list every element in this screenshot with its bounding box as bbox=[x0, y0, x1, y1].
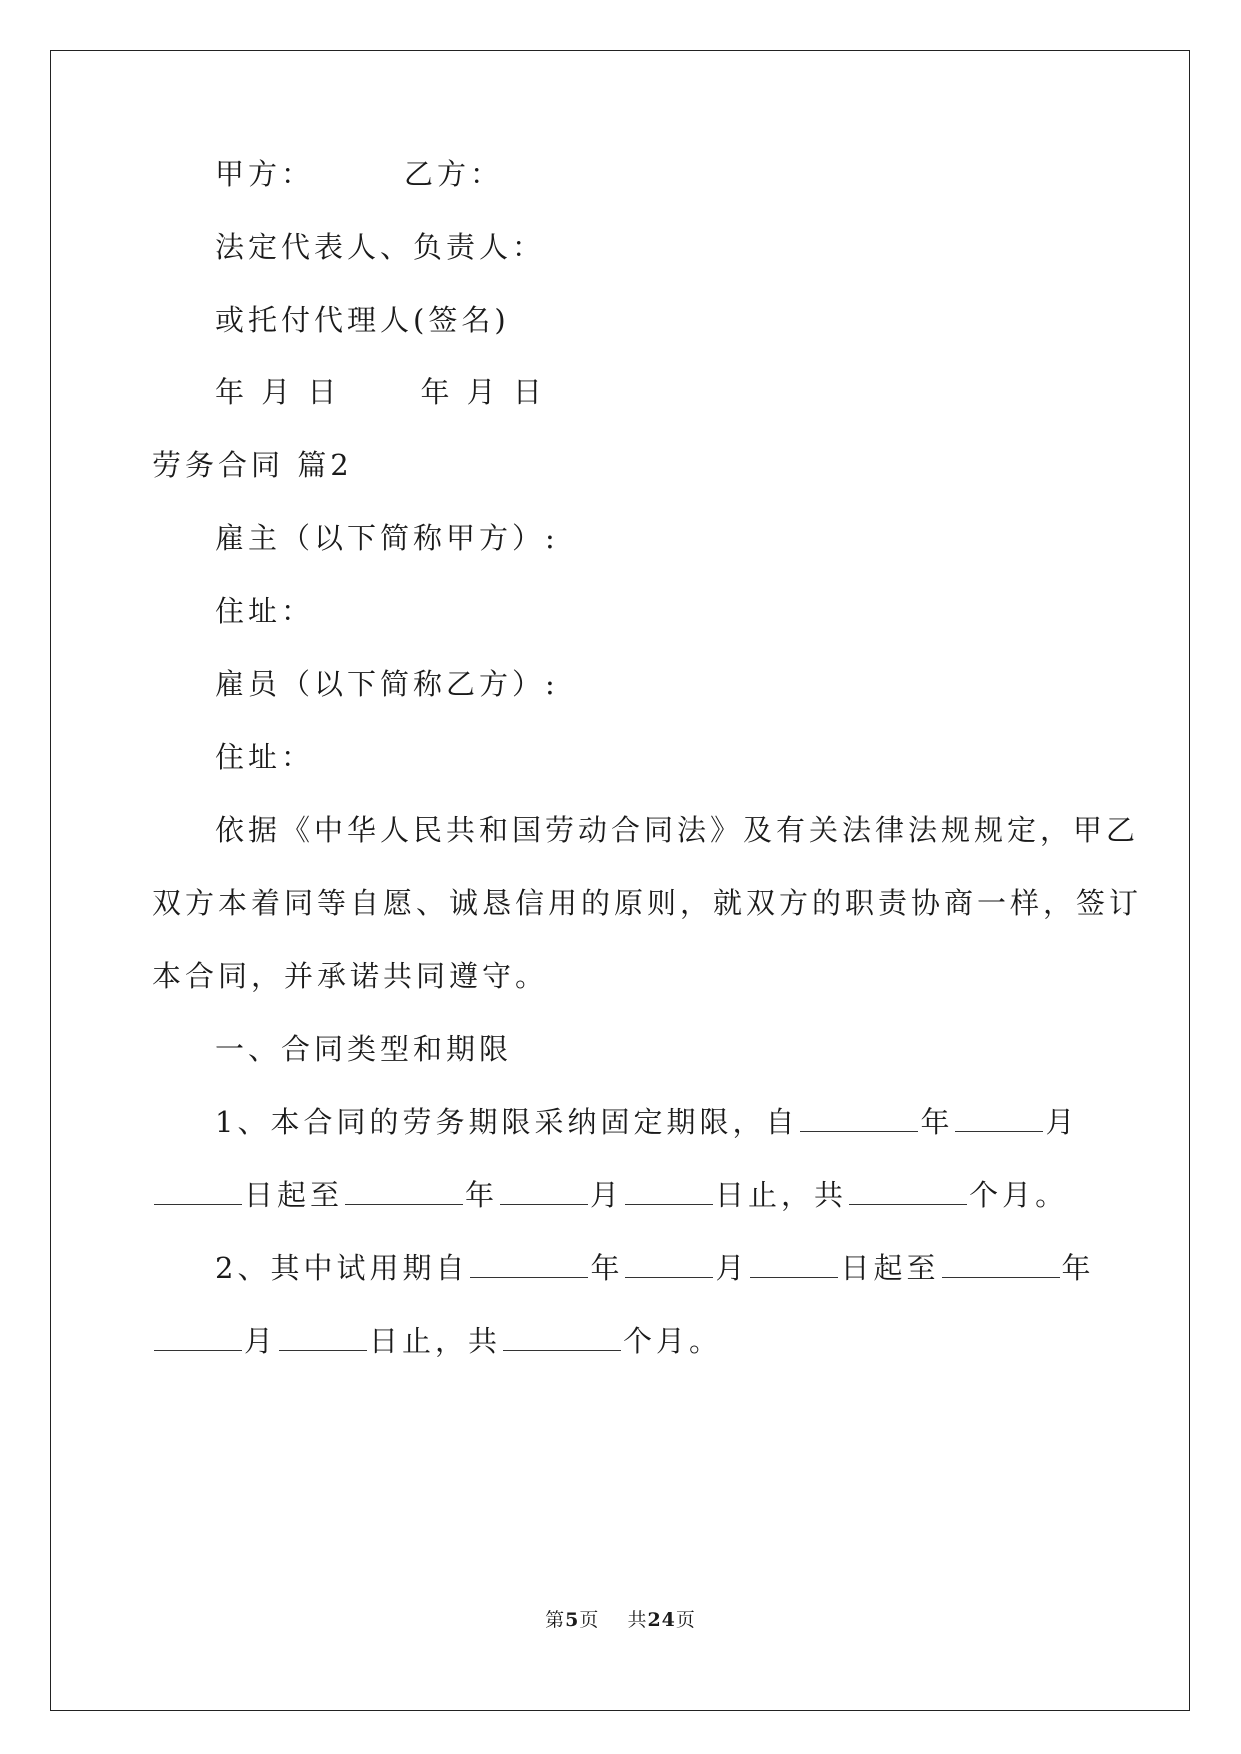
employee-address: 住址： bbox=[215, 740, 315, 774]
total-prefix: 共 bbox=[627, 1609, 648, 1631]
item-1-text-h: 个月。 bbox=[969, 1178, 1069, 1212]
item-2-line-1 bbox=[215, 1251, 1095, 1285]
item-2-text-c: 月 bbox=[715, 1251, 749, 1285]
blank-field bbox=[800, 1130, 918, 1132]
item-2-text-b: 年 bbox=[590, 1251, 624, 1285]
blank-field bbox=[154, 1349, 242, 1351]
item-1-text-f: 月 bbox=[590, 1178, 624, 1212]
item-2-text-f: 月 bbox=[244, 1324, 278, 1358]
blank-field bbox=[942, 1276, 1060, 1278]
item-2-text-e: 年 bbox=[1061, 1251, 1095, 1285]
agent-label: 或托付代理人(签名) bbox=[215, 303, 510, 337]
item-1-text-c: 月 bbox=[1045, 1105, 1079, 1139]
item-1-line-2 bbox=[152, 1178, 1069, 1212]
clause-1-heading: 一、合同类型和期限 bbox=[215, 1032, 513, 1066]
blank-field bbox=[750, 1276, 838, 1278]
page-footer bbox=[0, 1605, 1241, 1632]
date-a: 年 月 日 bbox=[215, 375, 341, 409]
page-prefix: 第 bbox=[545, 1609, 566, 1631]
item-2-line-2 bbox=[152, 1324, 723, 1358]
item-2-text-d: 日起至 bbox=[840, 1251, 940, 1285]
item-1-text-g: 日止，共 bbox=[715, 1178, 848, 1212]
blank-field bbox=[955, 1130, 1043, 1132]
total-pages: 24 bbox=[647, 1609, 676, 1631]
item-1-text-d: 日起至 bbox=[244, 1178, 344, 1212]
signature-parties bbox=[215, 157, 504, 191]
item-1-line-1 bbox=[215, 1105, 1079, 1139]
date-b: 年 月 日 bbox=[420, 375, 546, 409]
intro-line-3: 本合同，并承诺共同遵守。 bbox=[152, 959, 549, 993]
blank-field bbox=[625, 1276, 713, 1278]
party-b-label: 乙方： bbox=[404, 157, 504, 191]
item-2-text-g: 日止，共 bbox=[369, 1324, 502, 1358]
item-1-text-b: 年 bbox=[920, 1105, 954, 1139]
representative-label: 法定代表人、负责人： bbox=[215, 230, 546, 264]
page-suffix: 页 bbox=[579, 1609, 600, 1631]
employee-line: 雇员（以下简称乙方）: bbox=[215, 667, 559, 701]
intro-line-2: 双方本着同等自愿、诚恳信用的原则，就双方的职责协商一样，签订 bbox=[152, 886, 1143, 920]
employer-line: 雇主（以下简称甲方）: bbox=[215, 521, 559, 555]
blank-field bbox=[849, 1203, 967, 1205]
item-2-text-h: 个月。 bbox=[623, 1324, 723, 1358]
item-2-text-a: 2、其中试用期自 bbox=[215, 1251, 469, 1285]
employer-address: 住址： bbox=[215, 594, 315, 628]
blank-field bbox=[345, 1203, 463, 1205]
blank-field bbox=[500, 1203, 588, 1205]
section-title: 劳务合同 篇2 bbox=[152, 448, 353, 482]
item-1-text-e: 年 bbox=[465, 1178, 499, 1212]
blank-field bbox=[279, 1349, 367, 1351]
item-1-text-a: 1、本合同的劳务期限采纳固定期限，自 bbox=[215, 1105, 799, 1139]
page-border bbox=[50, 50, 1190, 1711]
blank-field bbox=[503, 1349, 621, 1351]
blank-field bbox=[470, 1276, 588, 1278]
blank-field bbox=[625, 1203, 713, 1205]
party-a-label: 甲方： bbox=[215, 157, 315, 191]
intro-line-1: 依据《中华人民共和国劳动合同法》及有关法律法规规定，甲乙 bbox=[215, 813, 1140, 847]
blank-field bbox=[154, 1203, 242, 1205]
total-suffix: 页 bbox=[675, 1609, 696, 1631]
signature-dates bbox=[215, 375, 546, 409]
page-number: 5 bbox=[565, 1609, 580, 1631]
